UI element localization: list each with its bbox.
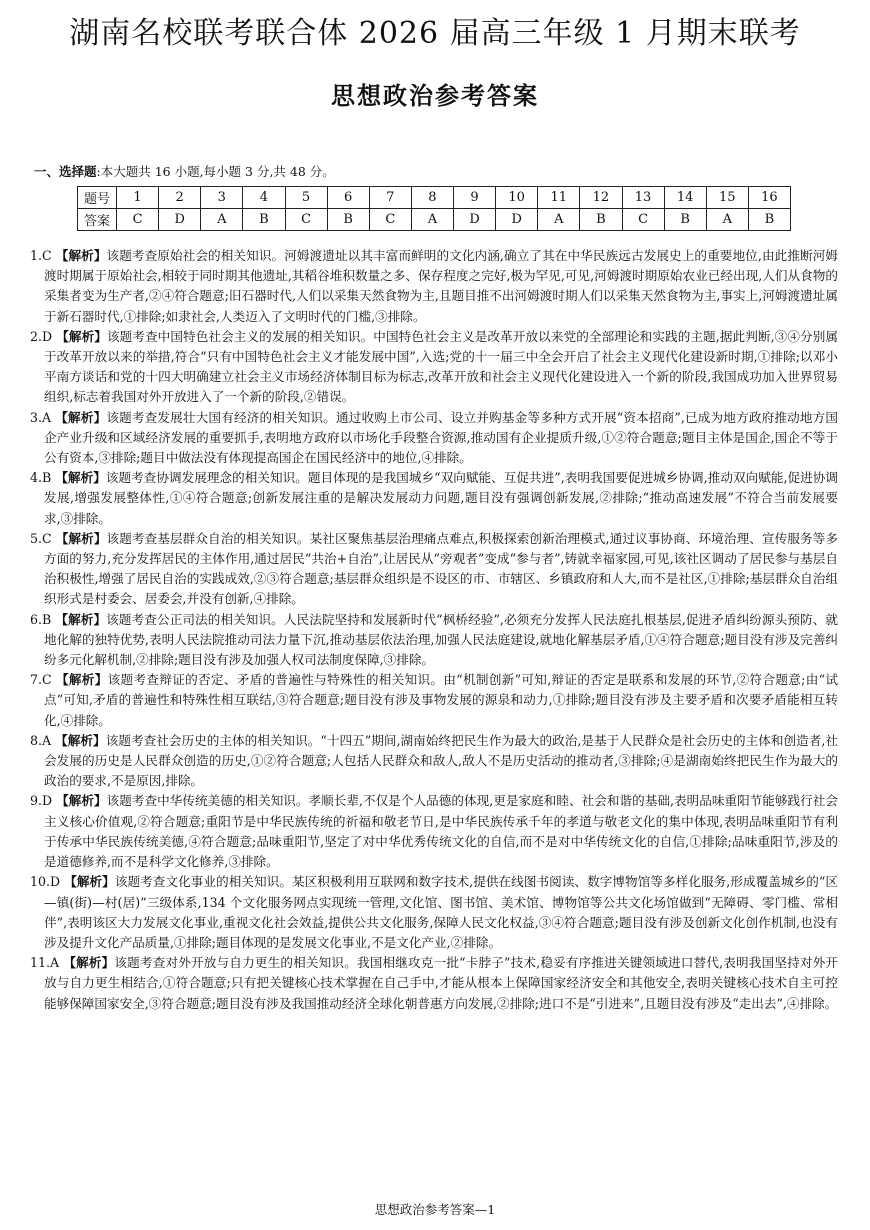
explanation-item	[30, 327, 838, 408]
answer-key-subtitle: 思想政治参考答案	[331, 82, 539, 110]
explanation-item	[30, 529, 838, 610]
item-number: 10.D	[30, 874, 61, 890]
explanation-item	[30, 731, 838, 792]
answer-cell: D	[159, 209, 201, 231]
analysis-tag: 【解析】	[55, 409, 107, 425]
page-footer: 思想政治参考答案—1	[374, 1202, 496, 1217]
question-number-cell: 6	[327, 187, 369, 209]
question-number-cell: 2	[159, 187, 201, 209]
question-number-cell: 8	[411, 187, 453, 209]
analysis-tag: 【解析】	[63, 955, 115, 971]
answer-cell: A	[411, 209, 453, 231]
explanation-item	[30, 408, 838, 469]
analysis-tag: 【解析】	[55, 248, 107, 263]
item-text: 该题考查发展壮大国有经济的相关知识。通过收购上市公司、设立并购基金等多种方式开展“资本招商”,已成为地方政府推动地方国企产业升级和区域经济发展的重要抓手,表明地方政府以市场化手段整合资源,推动国有企业提质升级,①②符合题意;题目主体是国企,国企不等于公有资本,③排除;题目中做法没有体现提高国企在国民经济中的地位,④排除。	[44, 409, 838, 466]
item-text: 该题考查中国特色社会主义的发展的相关知识。中国特色社会主义是改革开放以来党的全部理论和实践的主题,据此判断,③④分别属于改革开放以来的举措,符合“只有中国特色社会主义才能发展中国”,入选;党的十一届三中全会开启了社会主义现代化建设新时期,①排除;以邓小平南方谈话和党的十四大明确建立社会主义市场经济体制目标为标志,改革开放和社会主义现代化建设进入一个新的阶段,我国成功加入世界贸易组织,标志着我国对外开放进入了一个新的阶段,②错误。	[44, 328, 838, 405]
explanation-item	[30, 610, 838, 671]
question-number-cell: 1	[117, 187, 159, 209]
answer-cell: D	[454, 209, 496, 231]
question-number-cell: 15	[706, 187, 748, 209]
item-number: 8.A	[30, 732, 52, 748]
answer-cell: B	[580, 209, 622, 231]
question-number-cell: 9	[454, 187, 496, 209]
answer-cell: C	[117, 209, 159, 231]
answer-cell: C	[285, 209, 327, 231]
answer-cell: A	[706, 209, 748, 231]
row-label-number: 题号	[78, 187, 117, 209]
item-text: 该题考查文化事业的相关知识。某区积极利用互联网和数字技术,提供在线图书阅读、数字博物馆等多样化服务,形成覆盖城乡的“区—镇(街)—村(居)”三级体系,134 个文化服务网点实现统一管理,文化馆、图书馆、美术馆、博物馆等公共文化场馆做到“无障碍、零门槛、常相伴”,表明该区大力发展文化事业,重视文化社会效益,提供公共文化服务,保障人民文化权益,③④符合题意;题目没有涉及创新文化创作机制,也没有涉及提升文化产品质量,①排除;题目体现的是发展文化事业,不是文化产业,②排除。	[44, 874, 839, 950]
explanation-item	[30, 791, 838, 872]
item-number: 6.B	[30, 611, 52, 627]
answer-table	[77, 186, 791, 231]
section-heading	[34, 162, 335, 180]
answer-cell: A	[538, 209, 580, 231]
item-number: 5.C	[30, 530, 52, 546]
analysis-tag: 【解析】	[55, 672, 108, 688]
item-text: 该题考查原始社会的相关知识。河姆渡遗址以其丰富而鲜明的文化内涵,确立了其在中华民族远古发展史上的重要地位,由此推断河姆渡时期属于原始社会,相较于同时期其他遗址,其稻谷堆积数量之多、保存程度之完好,极为罕见,可见,河姆渡时期原始农业已经出现,人们从食物的采集者变为生产者,②④符合题意;旧石器时代,人们以采集天然食物为主,且题目推不出河姆渡时期人们以采集天然食物为主,事实上,河姆渡遗址属于新石器时代,①排除;如隶社会,人类迈入了文明时代的门槛,③排除。	[44, 248, 838, 324]
analysis-tag: 【解析】	[55, 470, 106, 486]
question-number-cell: 4	[243, 187, 285, 209]
question-number-cell: 11	[538, 187, 580, 209]
answer-cell: A	[201, 209, 243, 231]
item-number: 9.D	[30, 793, 53, 809]
explanation-item	[30, 953, 838, 1014]
analysis-tag: 【解析】	[55, 530, 107, 546]
item-text: 该题考查公正司法的相关知识。人民法院坚持和发展新时代“枫桥经验”,必须充分发挥人民法庭扎根基层,促进矛盾纠纷源头预防、就地化解的独特优势,表明人民法院推动司法力量下沉,推动基层依法治理,加强人民法庭建设,就地化解基层矛盾,①④符合题意;题目没有涉及完善纠纷多元化解机制,②排除;题目没有涉及加强人权司法制度保障,③排除。	[44, 611, 839, 668]
item-number: 7.C	[30, 672, 52, 688]
item-number: 3.A	[30, 409, 52, 425]
answer-cell: B	[748, 209, 790, 231]
explanation-list	[30, 246, 838, 1014]
exam-title: 湖南名校联考联合体 2026 届高三年级 1 月期末联考	[69, 16, 801, 51]
section-description: :本大题共 16 小题,每小题 3 分,共 48 分。	[96, 164, 335, 179]
explanation-item	[30, 468, 838, 529]
answer-cell: D	[496, 209, 538, 231]
question-number-cell: 12	[580, 187, 622, 209]
question-number-cell: 13	[622, 187, 664, 209]
answer-cell: C	[622, 209, 664, 231]
answer-table-answer-row	[78, 209, 791, 231]
row-label-answer: 答案	[78, 209, 117, 231]
question-number-cell: 16	[748, 187, 790, 209]
answer-cell: B	[327, 209, 369, 231]
item-number: 11.A	[30, 955, 60, 971]
item-number: 2.D	[30, 328, 53, 344]
answer-cell: C	[369, 209, 411, 231]
analysis-tag: 【解析】	[64, 874, 115, 890]
item-text: 该题考查中华传统美德的相关知识。孝顺长辈,不仅是个人品德的体现,更是家庭和睦、社会和谐的基础,表明品味重阳节能够践行社会主义核心价值观,②符合题意;重阳节是中华民族传统的祈福和敬老节日,是中华民族传承千年的孝道与敬老文化的集中体现,表明品味重阳节有利于传承中华民族传统美德,④符合题意;品味重阳节,坚定了对中华优秀传统文化的自信,而不是对中华传统文化的自信,①排除;品味重阳节,涉及的是道德修养,而不是科学文化修养,③排除。	[44, 793, 838, 870]
section-lead: 一、选择题	[34, 164, 97, 179]
question-number-cell: 5	[285, 187, 327, 209]
question-number-cell: 14	[664, 187, 706, 209]
analysis-tag: 【解析】	[56, 328, 107, 344]
analysis-tag: 【解析】	[55, 732, 106, 748]
question-number-cell: 3	[201, 187, 243, 209]
explanation-item	[30, 872, 838, 953]
answer-cell: B	[664, 209, 706, 231]
item-number: 4.B	[30, 470, 52, 486]
answer-cell: B	[243, 209, 285, 231]
explanation-item	[30, 246, 838, 327]
question-number-cell: 7	[369, 187, 411, 209]
item-text: 该题考查协调发展理念的相关知识。题目体现的是我国城乡“双向赋能、互促共进”,表明我国要促进城乡协调,推动双向赋能,促进协调发展,增强发展整体性,①④符合题意;创新发展注重的是解决发展动力问题,题目没有强调创新发展,②排除;“推动高速发展”不符合当前发展要求,③排除。	[44, 470, 838, 526]
explanation-item	[30, 670, 838, 731]
item-number: 1.C	[30, 248, 52, 263]
item-text: 该题考查基层群众自治的相关知识。某社区聚焦基层治理痛点难点,积极探索创新治理模式,通过议事协商、环境治理、宣传服务等多方面的努力,充分发挥居民的主体作用,通过居民“共治+自治”,让居民从“旁观者”变成“参与者”,铸就幸福家园,可见,该社区调动了居民参与基层自治积极性,增强了居民自治的实践成效,②③符合题意;基层群众组织是不设区的市、市辖区、乡镇政府和人大,而不是社区,①排除;基层群众自治组织形式是村委会、居委会,并没有创新,④排除。	[44, 530, 838, 607]
item-text: 该题考查辩证的否定、矛盾的普遍性与特殊性的相关知识。由“机制创新”可知,辩证的否定是联系和发展的环节,②符合题意;由“试点”可知,矛盾的普遍性和特殊性相互联结,③符合题意;题目没有涉及事物发展的源泉和动力,①排除;题目没有涉及主要矛盾和次要矛盾能相互转化,④排除。	[44, 672, 838, 728]
analysis-tag: 【解析】	[56, 793, 107, 809]
answer-table-number-row	[78, 187, 791, 209]
analysis-tag: 【解析】	[55, 611, 107, 627]
item-text: 该题考查对外开放与自力更生的相关知识。我国相继攻克一批“卡脖子”技术,稳妥有序推进关键领域进口替代,表明我国坚持对外开放与自力更生相结合,①符合题意;只有把关键核心技术掌握在自己手中,才能从根本上保障国家经济安全和其他安全,表明关键核心技术自主可控能够保障国家安全,③符合题意;题目没有涉及我国推动经济全球化朝普惠方向发展,②排除;进口不是“引进来”,且题目没有涉及“走出去”,④排除。	[44, 955, 838, 1011]
question-number-cell: 10	[496, 187, 538, 209]
item-text: 该题考查社会历史的主体的相关知识。“十四五”期间,湖南始终把民生作为最大的政治,是基于人民群众是社会历史的主体和创造者,社会发展的历史是人民群众创造的历史,①②符合题意;人包括人民群众和敌人,敌人不是历史活动的推动者,③排除;④是湖南始终把民生作为最大的政治的要求,不是原因,排除。	[44, 732, 839, 789]
